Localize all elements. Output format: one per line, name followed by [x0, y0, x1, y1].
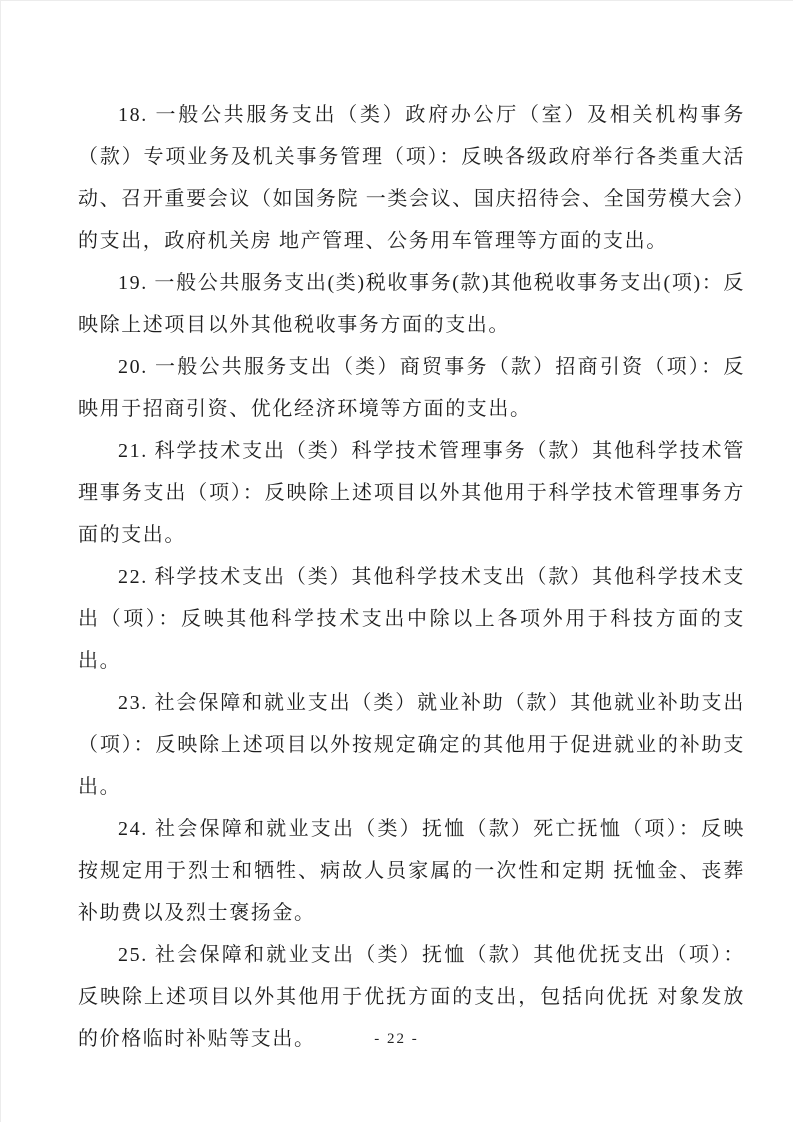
page-body [78, 94, 745, 1060]
paragraph-21: 21. 科学技术支出（类）科学技术管理事务（款）其他科学技术管理事务支出（项）：反映除上述项目以外其他用于科学技术管理事务方面的支出。 [78, 440, 745, 546]
paragraph-23: 23. 社会保障和就业支出（类）就业补助（款）其他就业补助支出（项）：反映除上述项目以外按规定确定的其他用于促进就业的补助支出。 [78, 692, 745, 798]
paragraph-19: 19. 一般公共服务支出(类)税收事务(款)其他税收事务支出(项)：反映除上述项目以外其他税收事务方面的支出。 [78, 272, 745, 336]
paragraph-18: 18. 一般公共服务支出（类）政府办公厅（室）及相关机构事务（款）专项业务及机关事务管理（项）：反映各级政府举行各类重大活动、召开重要会议（如国务院 一类会议、国庆招待会、全国劳模大会）的支出，政府机关房 地产管理、公务用车管理等方面的支出。 [78, 104, 745, 252]
paragraph-25: 25. 社会保障和就业支出（类）抚恤（款）其他优抚支出（项）：反映除上述项目以外其他用于优抚方面的支出，包括向优抚 对象发放的价格临时补贴等支出。 [78, 944, 745, 1050]
paragraph-24: 24. 社会保障和就业支出（类）抚恤（款）死亡抚恤（项）：反映按规定用于烈士和牺牲、病故人员家属的一次性和定期 抚恤金、丧葬补助费以及烈士褒扬金。 [78, 818, 745, 924]
paragraph-20: 20. 一般公共服务支出（类）商贸事务（款）招商引资（项）：反映用于招商引资、优化经济环境等方面的支出。 [78, 356, 745, 420]
paragraph-22: 22. 科学技术支出（类）其他科学技术支出（款）其他科学技术支出（项）：反映其他科学技术支出中除以上各项外用于科技方面的支出。 [78, 566, 745, 672]
page-number: - 22 - [374, 1031, 419, 1047]
